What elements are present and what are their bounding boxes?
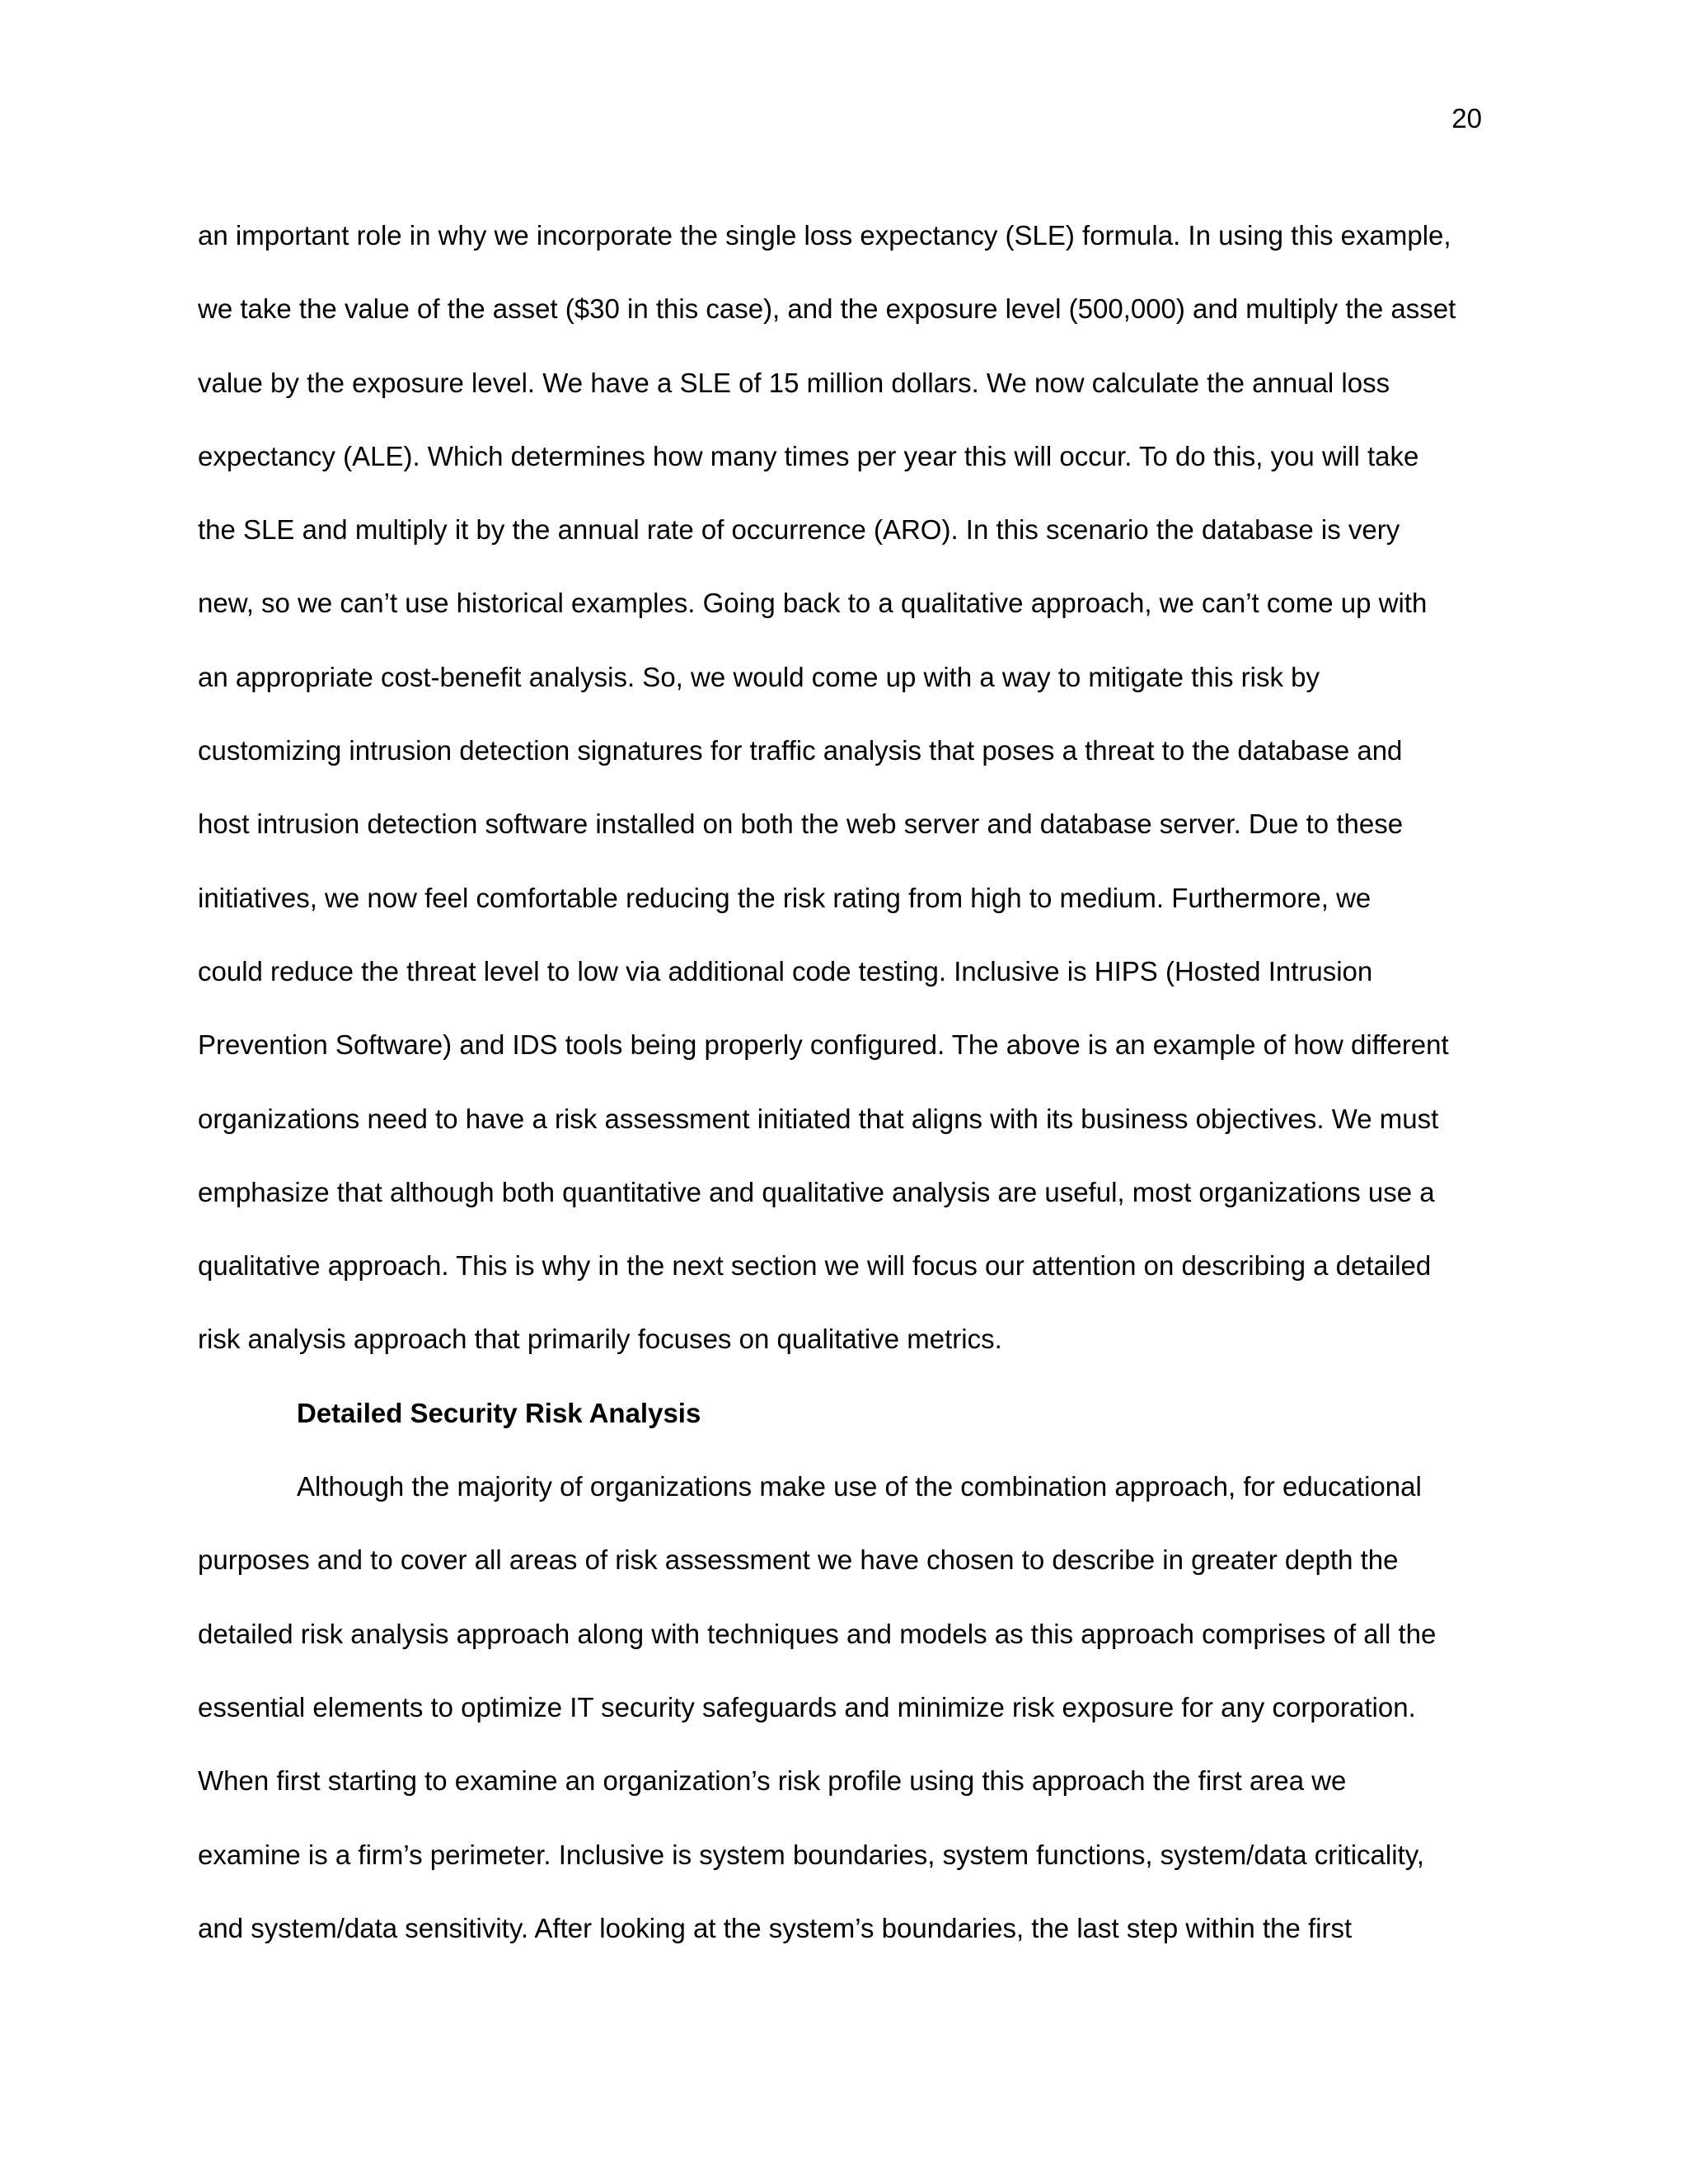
text-line: value by the exposure level. We have a SLE of 15 million dollars. We now calculate the annual loss [198,367,1390,398]
text-line: risk analysis approach that primarily focuses on qualitative metrics. [198,1324,1002,1355]
text-line: initiatives, we now feel comfortable reducing the risk rating from high to medium. Furthermore, we [198,882,1372,913]
text-line: emphasize that although both quantitative and qualitative analysis are useful, most organizations use a [198,1176,1435,1207]
text-line: new, so we can’t use historical examples. Going back to a qualitative approach, we can’t come up with [198,588,1428,619]
text-line: detailed risk analysis approach along with techniques and models as this approach comprises of all the [198,1618,1437,1649]
text-line: When first starting to examine an organization’s risk profile using this approach the first area we [198,1765,1347,1797]
text-line: Prevention Software) and IDS tools being properly configured. The above is an example of how different [198,1029,1449,1061]
text-line: customizing intrusion detection signatures for traffic analysis that poses a threat to the database and [198,735,1403,766]
text-line: we take the value of the asset ($30 in this case), and the exposure level (500,000) and multiply the asset [198,293,1456,325]
text-line: the SLE and multiply it by the annual rate of occurrence (ARO). In this scenario the database is very [198,514,1400,546]
text-line: purposes and to cover all areas of risk assessment we have chosen to describe in greater depth the [198,1544,1399,1576]
text-line: an appropriate cost-benefit analysis. So, we would come up with a way to mitigate this risk by [198,661,1320,692]
text-line: host intrusion detection software installed on both the web server and database server. Due to these [198,808,1404,840]
text-line: could reduce the threat level to low via additional code testing. Inclusive is HIPS (Hosted Intrusion [198,955,1373,987]
section-heading: Detailed Security Risk Analysis [297,1397,701,1428]
text-line: qualitative approach. This is why in the next section we will focus our attention on describing a detailed [198,1250,1432,1282]
text-line: examine is a firm’s perimeter. Inclusive is system boundaries, system functions, system/data criticality, [198,1839,1424,1870]
text-line: organizations need to have a risk assessment initiated that aligns with its business objectives. We must [198,1103,1439,1134]
text-line: and system/data sensitivity. After looking at the system’s boundaries, the last step within the first [198,1912,1353,1943]
text-line: expectancy (ALE). Which determines how many times per year this will occur. To do this, you will take [198,440,1419,471]
page-number: 20 [1451,103,1482,134]
text-line: an important role in why we incorporate the single loss expectancy (SLE) formula. In using this example, [198,220,1451,251]
document-body [198,199,1500,1965]
text-line: Although the majority of organizations make use of the combination approach, for educational [297,1471,1422,1502]
text-line: essential elements to optimize IT security safeguards and minimize risk exposure for any corporation. [198,1691,1416,1722]
